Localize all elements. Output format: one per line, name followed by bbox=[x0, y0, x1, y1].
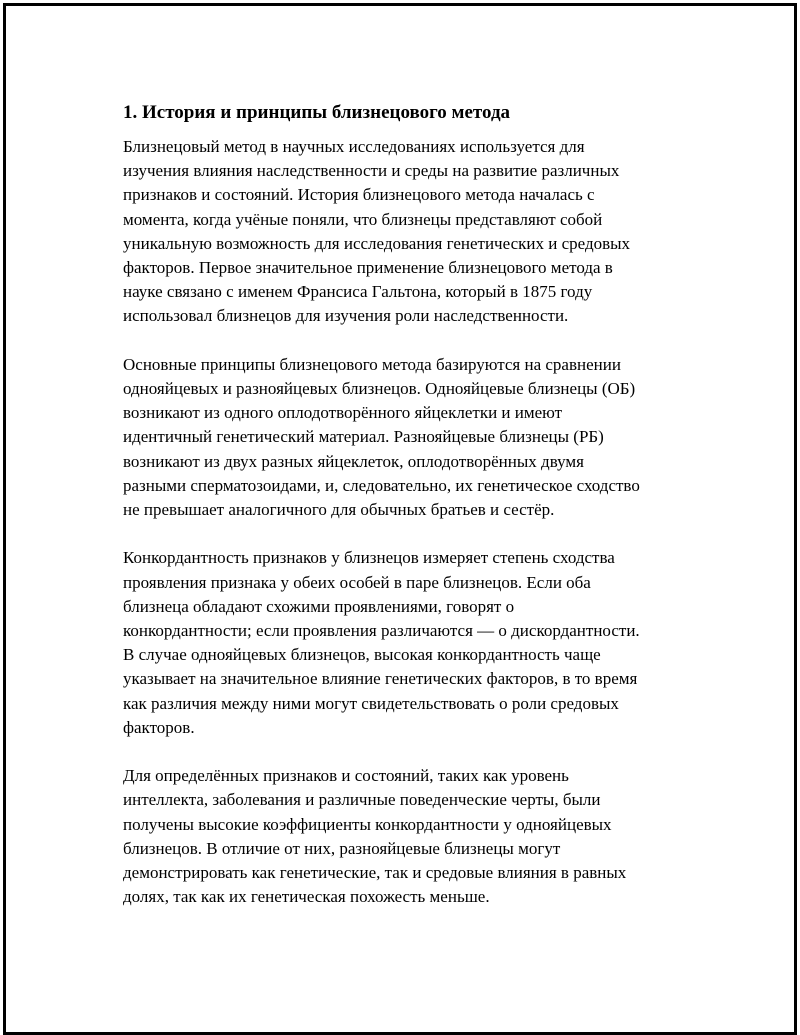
text-line: уникальную возможность для исследования генетических и средовых bbox=[123, 233, 631, 253]
text-line: долях, так как их генетическая похожесть меньше. bbox=[123, 887, 490, 907]
text-line: Конкордантность признаков у близнецов измеряет степень сходства bbox=[123, 548, 615, 568]
text-line: как различия между ними могут свидетельствовать о роли средовых bbox=[123, 693, 619, 713]
text-line: разными сперматозоидами, и, следовательно, их генетическое сходство bbox=[123, 475, 640, 495]
text-line: возникают из одного оплодотворённого яйцеклетки и имеют bbox=[123, 403, 563, 423]
text-line: получены высокие коэффициенты конкордантности у однояйцевых bbox=[123, 814, 612, 834]
text-line: науке связано с именем Франсиса Гальтона, который в 1875 году bbox=[123, 282, 593, 302]
text-line: идентичный генетический материал. Разнояйцевые близнецы (РБ) bbox=[123, 427, 604, 447]
text-line: факторов. Первое значительное применение близнецового метода в bbox=[123, 258, 613, 278]
text-line: интеллекта, заболевания и различные поведенческие черты, были bbox=[123, 790, 601, 810]
text-line: возникают из двух разных яйцеклеток, оплодотворённых двумя bbox=[123, 451, 584, 471]
text-line: Основные принципы близнецового метода базируются на сравнении bbox=[123, 354, 621, 374]
text-line: близнецов. В отличие от них, разнояйцевые близнецы могут bbox=[123, 838, 561, 858]
document-body bbox=[123, 99, 703, 934]
text-line: проявления признака у обеих особей в паре близнецов. Если оба bbox=[123, 572, 591, 592]
text-line: В случае однояйцевых близнецов, высокая конкордантность чаще bbox=[123, 645, 601, 665]
text-line: использовал близнецов для изучения роли наследственности. bbox=[123, 306, 569, 326]
paragraph-history bbox=[123, 135, 703, 329]
section-heading: 1. История и принципы близнецового метода bbox=[123, 102, 511, 123]
paragraph-findings bbox=[123, 764, 703, 909]
text-line: изучения влияния наследственности и среды на развитие различных bbox=[123, 161, 620, 181]
text-line: момента, когда учёные поняли, что близнецы представляют собой bbox=[123, 209, 603, 229]
paragraph-principles bbox=[123, 353, 703, 522]
text-line: Для определённых признаков и состояний, таких как уровень bbox=[123, 766, 569, 786]
text-line: указывает на значительное влияние генетических факторов, в то время bbox=[123, 669, 638, 689]
text-line: признаков и состояний. История близнецового метода началась с bbox=[123, 185, 595, 205]
text-line: близнеца обладают схожими проявлениями, говорят о bbox=[123, 596, 515, 616]
paragraph-concordance bbox=[123, 546, 703, 740]
text-line: Близнецовый метод в научных исследованиях используется для bbox=[123, 137, 585, 156]
text-line: однояйцевых и разнояйцевых близнецов. Однояйцевые близнецы (ОБ) bbox=[123, 379, 636, 399]
text-line: факторов. bbox=[123, 717, 195, 737]
text-line: конкордантности; если проявления различаются — о дискордантности. bbox=[123, 621, 640, 641]
page-frame bbox=[3, 3, 797, 1035]
text-line: демонстрировать как генетические, так и средовые влияния в равных bbox=[123, 863, 627, 883]
text-line: не превышает аналогичного для обычных братьев и сестёр. bbox=[123, 500, 555, 520]
